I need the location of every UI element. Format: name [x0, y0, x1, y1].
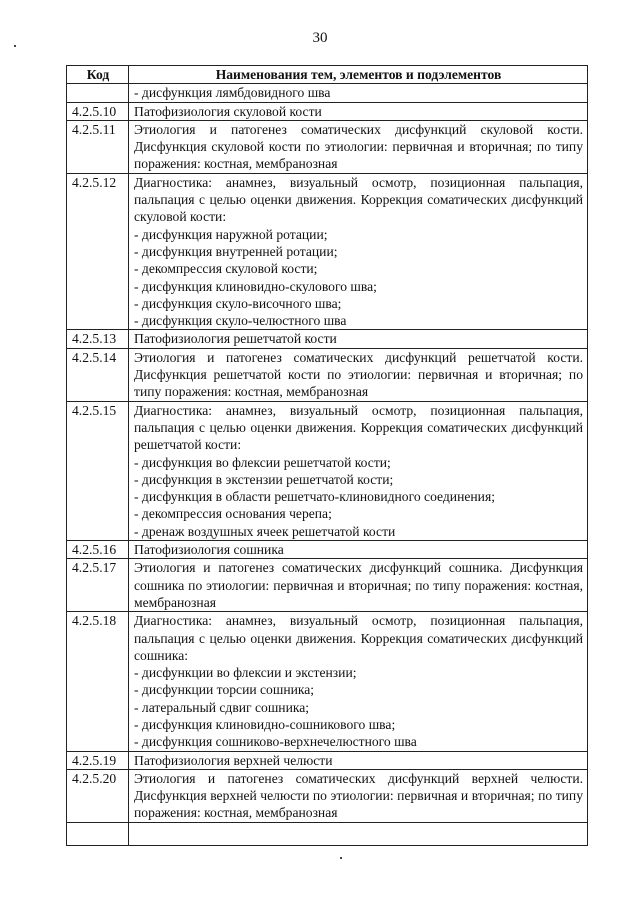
row-code: 4.2.5.10 [67, 102, 129, 120]
table-row [67, 102, 588, 120]
row-code: 4.2.5.18 [67, 612, 129, 751]
row-description [129, 769, 588, 822]
row-code: 4.2.5.17 [67, 559, 129, 612]
table-row [67, 84, 588, 102]
table-row [67, 612, 588, 751]
row-list-item: - дисфункция сошниково-верхнечелюстного шва [134, 734, 417, 750]
table-row [67, 120, 588, 173]
table-row [67, 769, 588, 822]
row-lead-text: Этиология и патогенез соматических дисфункций решетчатой кости. Дисфункция решетчатой кости по этиологии: первичная и вторичная; по типу поражения: костная, мембранозная [134, 349, 583, 400]
row-code: 4.2.5.14 [67, 348, 129, 401]
row-list-item: - дренаж воздушных ячеек решетчатой кости [134, 523, 396, 539]
table-row-empty [67, 822, 588, 845]
scan-dot-left [14, 45, 16, 47]
row-list-item: - дисфункция во флексии решетчатой кости; [134, 454, 391, 470]
curriculum-table [66, 65, 588, 846]
row-list-item: - дисфункция скуло-челюстного шва [134, 313, 347, 329]
row-code: 4.2.5.15 [67, 401, 129, 540]
table-row [67, 330, 588, 348]
row-lead-text: Диагностика: анамнез, визуальный осмотр, позиционная пальпация, пальпация с целью оценки движения. Коррекция соматических дисфункций решетчатой кости: [134, 402, 583, 453]
page-number: 30 [312, 30, 328, 46]
row-list-item: - дисфункция клиновидно-скулового шва; [134, 278, 377, 294]
table-row [67, 751, 588, 769]
row-description [129, 120, 588, 173]
row-code: 4.2.5.11 [67, 120, 129, 173]
row-description [129, 173, 588, 330]
empty-code-cell [67, 822, 129, 845]
row-description [129, 559, 588, 612]
scan-dot-bottom [340, 857, 342, 859]
header-code: Код [67, 66, 129, 84]
row-list-item: - дисфункции торсии сошника; [134, 682, 315, 698]
row-lead-text: Патофизиология решетчатой кости [134, 331, 337, 347]
row-description [129, 612, 588, 751]
row-list-item: - дисфункция лямбдовидного шва [134, 85, 331, 101]
row-lead-text: Патофизиология верхней челюсти [134, 752, 333, 768]
row-code: 4.2.5.19 [67, 751, 129, 769]
row-list-item: - декомпрессия скуловой кости; [134, 261, 318, 277]
row-description [129, 84, 588, 102]
table-row [67, 401, 588, 540]
row-lead-text: Этиология и патогенез соматических дисфункций сошника. Дисфункция сошника по этиологии: первичная и вторичная; по типу поражения: костная, мембранозная [134, 560, 583, 610]
row-description [129, 348, 588, 401]
table-row [67, 348, 588, 401]
row-list-item: - дисфункция в экстензии решетчатой кости; [134, 471, 394, 487]
table-header-row [67, 66, 588, 84]
row-list-item: - декомпрессия основания черепа; [134, 506, 332, 522]
row-description [129, 330, 588, 348]
table-row [67, 173, 588, 330]
empty-desc-cell [129, 822, 588, 845]
row-lead-text: Этиология и патогенез соматических дисфункций верхней челюсти. Дисфункция верхней челюсти по этиологии: первичная и вторичная; по типу поражения: костная, мембранозная [134, 770, 583, 821]
row-description [129, 401, 588, 540]
row-list-item: - дисфункция скуло-височного шва; [134, 295, 342, 311]
table-row [67, 559, 588, 612]
row-lead-text: Патофизиология скуловой кости [134, 103, 322, 119]
row-code: 4.2.5.13 [67, 330, 129, 348]
row-list-item: - дисфункция внутренней ротации; [134, 243, 338, 259]
row-list-item: - дисфункция в области решетчато-клиновидного соединения; [134, 489, 495, 505]
row-lead-text: Диагностика: анамнез, визуальный осмотр, позиционная пальпация, пальпация с целью оценки движения. Коррекция соматических дисфункций скуловой кости: [134, 174, 583, 225]
table-row [67, 541, 588, 559]
row-lead-text: Диагностика: анамнез, визуальный осмотр, позиционная пальпация, пальпация с целью оценки движения. Коррекция соматических дисфункций сошника: [134, 613, 583, 663]
row-list-item: - дисфункция клиновидно-сошникового шва; [134, 716, 396, 732]
row-code: 4.2.5.20 [67, 769, 129, 822]
row-list-item: - дисфункции во флексии и экстензии; [134, 665, 357, 681]
row-description [129, 541, 588, 559]
header-name: Наименования тем, элементов и подэлементов [129, 66, 588, 84]
row-code: 4.2.5.12 [67, 173, 129, 330]
row-list-item: - латеральный сдвиг сошника; [134, 699, 310, 715]
row-list-item: - дисфункция наружной ротации; [134, 226, 328, 242]
row-description [129, 751, 588, 769]
row-description [129, 102, 588, 120]
row-lead-text: Патофизиология сошника [134, 542, 284, 558]
table-body [67, 84, 588, 822]
row-code: 4.2.5.16 [67, 541, 129, 559]
row-lead-text: Этиология и патогенез соматических дисфункций скуловой кости. Дисфункция скуловой кости по этиологии: первичная и вторичная; по типу поражения: костная, мембранозная [134, 121, 583, 172]
row-code [67, 84, 129, 102]
